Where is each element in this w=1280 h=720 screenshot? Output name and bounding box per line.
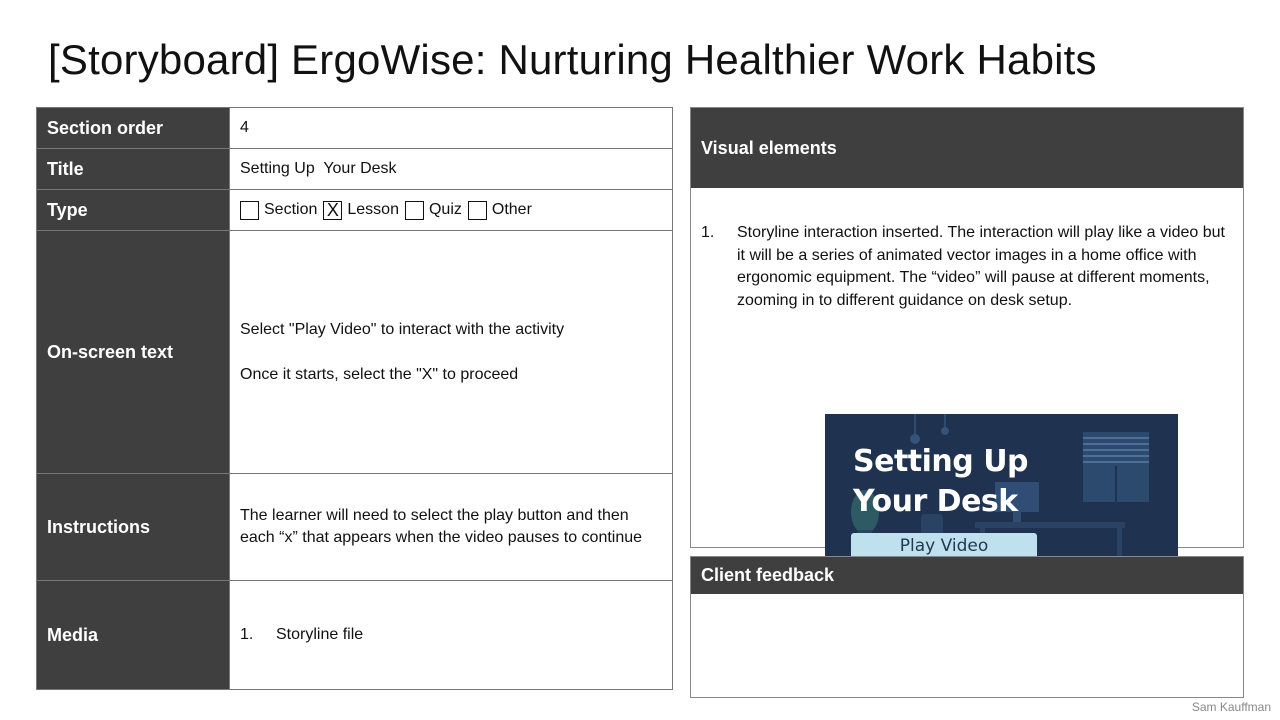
thumbnail-title-line-1: Setting Up (853, 444, 1029, 479)
media-item-number: 1. (240, 626, 254, 643)
on-screen-text-label: On-screen text (37, 231, 230, 474)
visual-elements-panel (690, 107, 1244, 556)
section-option-label: Section (264, 201, 318, 218)
on-screen-text-line-1: Select "Play Video" to interact with the activity (240, 320, 565, 338)
visual-elements-list-item (701, 222, 1229, 312)
visual-elements-body (691, 188, 1243, 556)
section-checkbox[interactable] (240, 201, 259, 220)
type-option-section[interactable] (240, 199, 317, 221)
row-on-screen-text (37, 231, 673, 474)
row-section-order (37, 108, 673, 149)
type-option-quiz[interactable] (405, 199, 462, 221)
thumbnail-title-line-2: Your Desk (853, 484, 1018, 519)
media-label: Media (37, 581, 230, 690)
storyboard-table (36, 107, 673, 690)
row-media (37, 581, 673, 690)
author-credit: Sam Kauffman (1191, 700, 1271, 714)
title-label: Title (37, 149, 230, 190)
instructions-label: Instructions (37, 474, 230, 581)
on-screen-text-line-2: Once it starts, select the "X" to proceed (240, 365, 519, 383)
client-feedback-heading: Client feedback (691, 557, 1243, 594)
visual-elements-heading: Visual elements (691, 108, 1243, 188)
section-order-label: Section order (37, 108, 230, 149)
thumbnail-title (853, 442, 1028, 522)
type-option-other[interactable] (468, 199, 532, 221)
quiz-option-label: Quiz (428, 201, 462, 218)
lesson-option-label: Lesson (347, 201, 399, 218)
client-feedback-body[interactable] (691, 594, 1243, 698)
client-feedback-panel (690, 556, 1244, 698)
row-type (37, 190, 673, 231)
visual-item-text: Storyline interaction inserted. The interaction will play like a video but it will be a series of animated vector images in a home office with ergonomic equipment. The “video” will pause at different moments, zooming in to different guidance on desk setup. (737, 224, 1225, 309)
other-checkbox[interactable] (468, 201, 487, 220)
type-label: Type (37, 190, 230, 231)
quiz-checkbox[interactable] (405, 201, 424, 220)
other-option-label: Other (491, 201, 532, 218)
type-options (230, 190, 673, 231)
media-value (230, 581, 673, 690)
lesson-checkbox[interactable]: X (323, 201, 342, 220)
visual-item-number: 1. (701, 224, 715, 241)
on-screen-text-value (230, 231, 673, 474)
type-option-lesson[interactable] (323, 199, 399, 221)
row-title (37, 149, 673, 190)
instructions-value: The learner will need to select the play button and then each “x” that appears when the video pauses to continue (230, 474, 673, 581)
page-title: [Storyboard] ErgoWise: Nurturing Healthier Work Habits (48, 36, 1097, 83)
title-value: Setting Up Your Desk (230, 149, 673, 190)
media-item-text: Storyline file (276, 626, 364, 643)
section-order-value: 4 (230, 108, 673, 149)
media-list-item (240, 624, 662, 646)
row-instructions (37, 474, 673, 581)
play-video-button[interactable]: Play Video (851, 533, 1037, 559)
